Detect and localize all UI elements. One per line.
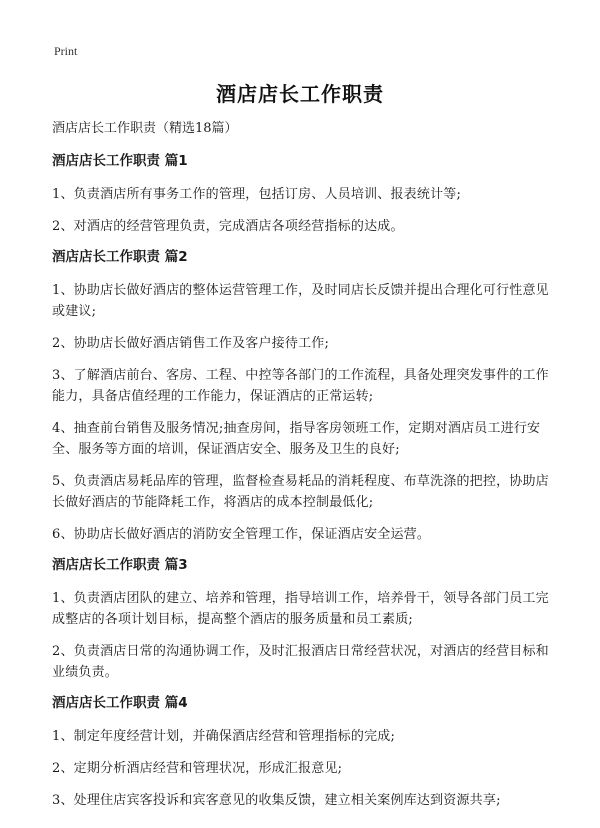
section-3 — [52, 556, 552, 683]
document-title: 酒店店长工作职责 — [216, 82, 384, 106]
paragraph: 3、处理住店宾客投诉和宾客意见的收集反馈，建立相关案例库达到资源共享; — [52, 793, 501, 808]
section-heading: 酒店店长工作职责 篇1 — [52, 153, 188, 169]
paragraph: 1、协助店长做好酒店的整体运营管理工作，及时同店长反馈并提出合理化可行性意见或建议; — [52, 283, 549, 319]
document-intro: 酒店店长工作职责（精选18篇） — [52, 121, 238, 136]
paragraph: 1、制定年度经营计划，并确保酒店经营和管理指标的完成; — [52, 729, 396, 744]
paragraph: 1、负责酒店所有事务工作的管理，包括订房、人员培训、报表统计等; — [52, 187, 462, 202]
paragraph: 5、负责酒店易耗品库的管理，监督检查易耗品的消耗程度、布草洗涤的把控，协助店长做好酒店的节能降耗工作，将酒店的成本控制最低化; — [52, 474, 549, 510]
section-4 — [52, 694, 552, 811]
print-label: Print — [54, 44, 78, 58]
paragraph: 2、协助店长做好酒店销售工作及客户接待工作; — [52, 336, 330, 351]
document-body — [52, 120, 552, 822]
paragraph: 1、负责酒店团队的建立、培养和管理，指导培训工作，培养骨干，领导各部门员工完成整店的各项计划目标，提高整个酒店的服务质量和员工素质; — [52, 591, 549, 627]
section-heading: 酒店店长工作职责 篇4 — [52, 695, 188, 711]
paragraph: 4、抽查前台销售及服务情况;抽查房间，指导客房领班工作，定期对酒店员工进行安全、服务等方面的培训，保证酒店安全、服务及卫生的良好; — [52, 421, 541, 457]
paragraph: 6、协助店长做好酒店的消防安全管理工作，保证酒店安全运营。 — [52, 527, 431, 542]
paragraph: 2、定期分析酒店经营和管理状况，形成汇报意见; — [52, 761, 343, 776]
section-heading: 酒店店长工作职责 篇3 — [52, 557, 188, 573]
section-1 — [52, 152, 552, 237]
section-heading: 酒店店长工作职责 篇2 — [52, 249, 188, 265]
paragraph: 2、负责酒店日常的沟通协调工作，及时汇报酒店日常经营状况，对酒店的经营目标和业绩负责。 — [52, 644, 549, 680]
section-2 — [52, 248, 552, 545]
paragraph: 3、了解酒店前台、客房、工程、中控等各部门的工作流程，具备处理突发事件的工作能力，具备店值经理的工作能力，保证酒店的正常运转; — [52, 368, 549, 404]
paragraph: 2、对酒店的经营管理负责，完成酒店各项经营指标的达成。 — [52, 219, 404, 234]
